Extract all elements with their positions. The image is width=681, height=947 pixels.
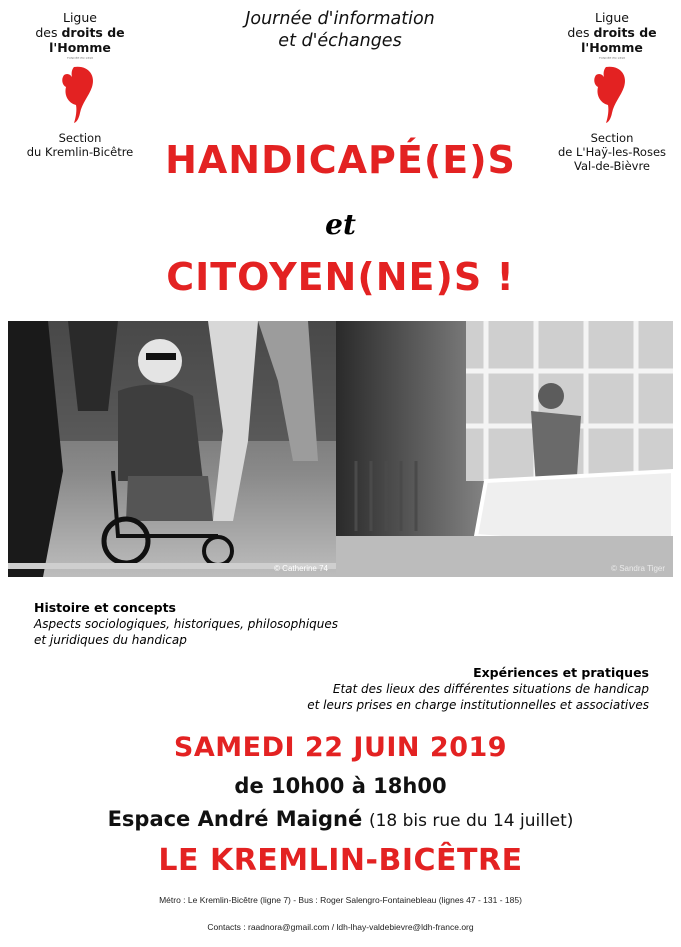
topic-experiences-sub2: et leurs prises en charge institutionnelles et associatives xyxy=(307,698,649,712)
ldh-emblem-icon xyxy=(592,63,632,125)
venue-address: (18 bis rue du 14 juillet) xyxy=(368,811,574,831)
transport-info: Métro : Le Kremlin-Bicêtre (ligne 7) - Bus : Roger Salengro-Fontainebleau (lignes 47 - 131 - 185) xyxy=(159,895,522,905)
logo-line2: des droits de xyxy=(567,25,657,40)
headline-connector: et xyxy=(325,208,356,241)
photo-strip xyxy=(8,321,673,577)
logo-line3: l'Homme xyxy=(49,40,111,55)
logo-line1: Ligue xyxy=(63,10,97,25)
ldh-logo-left xyxy=(20,10,140,159)
topic-experiences xyxy=(229,665,649,713)
topic-history-title: Histoire et concepts xyxy=(34,600,176,615)
event-venue xyxy=(0,807,681,831)
logo-section-line2: de L'Haÿ-les-Roses xyxy=(557,145,667,159)
headline-line1: HANDICAPÉ(E)S xyxy=(165,138,516,182)
venue-name: Espace André Maigné xyxy=(107,807,363,831)
logo-section-line3: Val-de-Bièvre xyxy=(574,159,650,173)
logo-founded: FONDÉE EN 1898 xyxy=(598,56,626,60)
logo-line1: Ligue xyxy=(595,10,629,25)
logo-section-line1: Section xyxy=(590,131,634,145)
topic-history-sub1: Aspects sociologiques, historiques, philosophiques xyxy=(34,617,339,631)
event-date: SAMEDI 22 JUIN 2019 xyxy=(173,732,508,763)
logo-section-line2: du Kremlin-Bicêtre xyxy=(26,145,134,159)
event-city: LE KREMLIN-BICÊTRE xyxy=(158,843,523,878)
event-type-line2: et d'échanges xyxy=(278,31,402,51)
contacts-info: Contacts : raadnora@gmail.com / ldh-lhay-valdebievre@ldh-france.org xyxy=(207,922,474,932)
event-time: de 10h00 à 18h00 xyxy=(234,774,447,798)
photo-credit-right: © Sandra Tiger xyxy=(611,564,665,573)
photo-wheelchair-image xyxy=(8,321,336,577)
photo-window-image xyxy=(336,321,673,577)
topic-history xyxy=(34,600,338,648)
headline-line2: CITOYEN(NE)S ! xyxy=(166,255,515,299)
logo-founded: FONDÉE EN 1898 xyxy=(66,56,94,60)
logo-section-line1: Section xyxy=(58,131,102,145)
logo-line2: des droits de xyxy=(35,25,125,40)
event-type xyxy=(180,8,500,52)
topic-experiences-sub1: Etat des lieux des différentes situations de handicap xyxy=(332,682,649,696)
topic-experiences-title: Expériences et pratiques xyxy=(473,665,649,680)
logo-line3: l'Homme xyxy=(581,40,643,55)
topic-history-sub2: et juridiques du handicap xyxy=(34,633,187,647)
photo-window xyxy=(336,321,673,577)
photo-wheelchair xyxy=(8,321,336,577)
event-type-line1: Journée d'information xyxy=(245,9,435,29)
ldh-emblem-icon xyxy=(60,63,100,125)
photo-credit-left: © Catherine 74 xyxy=(274,564,328,573)
